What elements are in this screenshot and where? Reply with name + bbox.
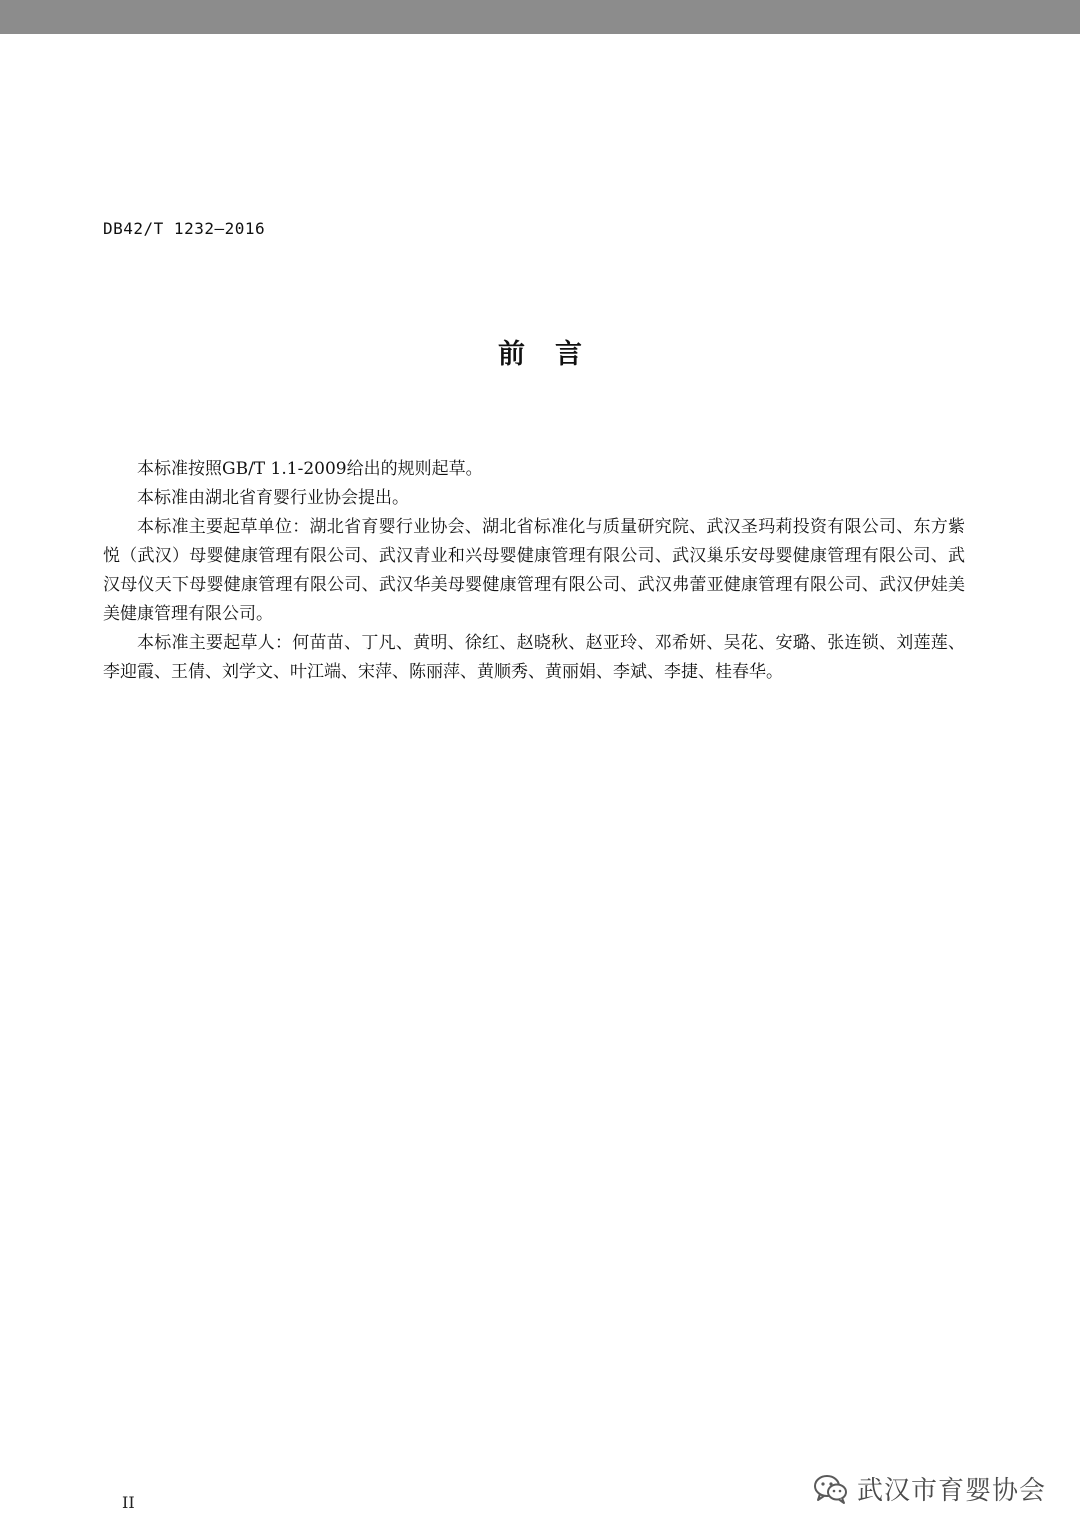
watermark: [813, 1470, 1046, 1507]
top-bar: [0, 0, 1080, 34]
paragraph-drafters: 本标准主要起草人：何苗苗、丁凡、黄明、徐红、赵晓秋、赵亚玲、邓希妍、吴花、安璐、张连锁、刘莲莲、李迎霞、王倩、刘学文、叶江端、宋萍、陈丽萍、黄顺秀、黄丽娟、李斌、李捷、桂春华。: [103, 633, 965, 682]
paragraph-proposer: 本标准由湖北省育婴行业协会提出。: [137, 488, 409, 508]
foreword-body: [103, 455, 965, 687]
watermark-text: 武汉市育婴协会: [856, 1476, 1046, 1506]
page-title: 前言: [498, 339, 612, 370]
paragraph-drafting-units: 本标准主要起草单位：湖北省育婴行业协会、湖北省标准化与质量研究院、武汉圣玛莉投资有限公司、东方紫悦（武汉）母婴健康管理有限公司、武汉青业和兴母婴健康管理有限公司、武汉巢乐安母婴健康管理有限公司、武汉母仪天下母婴健康管理有限公司、武汉华美母婴健康管理有限公司、武汉弗蕾亚健康管理有限公司、武汉伊娃美美健康管理有限公司。: [103, 517, 965, 624]
paragraph-drafting-rules: 本标准按照GB/T 1.1-2009给出的规则起草。: [137, 459, 483, 479]
page-number: II: [122, 1493, 135, 1512]
standard-code: DB42/T 1232—2016: [103, 219, 266, 238]
wechat-icon: [813, 1473, 849, 1505]
